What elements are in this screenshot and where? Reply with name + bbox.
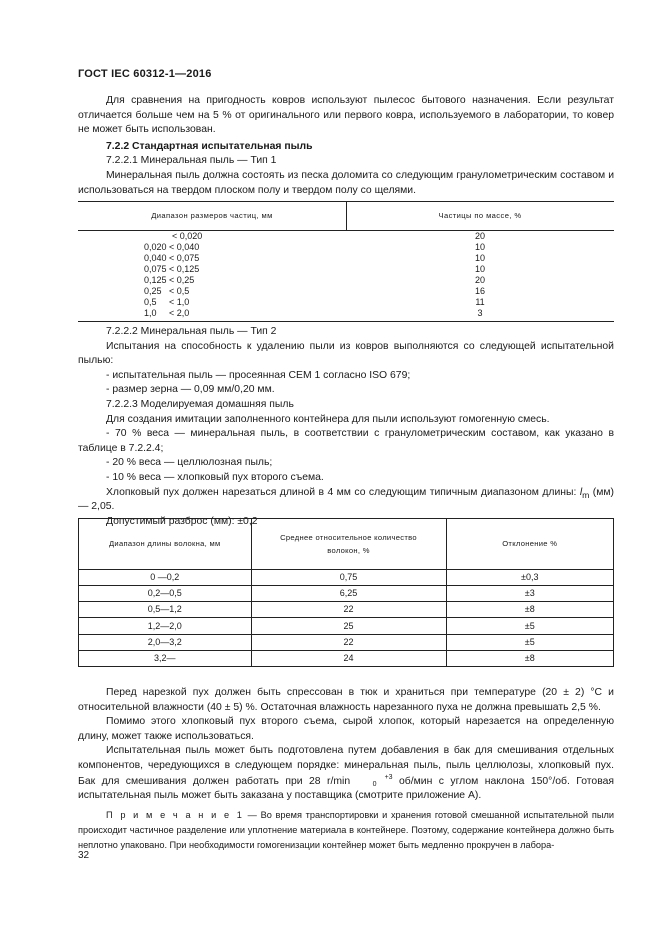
table-row [79,585,613,601]
table-cell: 6,25 [251,585,446,601]
table-cell: 22 [251,602,446,618]
page-number: 32 [78,850,90,861]
subsections-block [78,325,614,529]
other-paragraph: Помимо этого хлопковый пух второго съема, сырой хлопок, который нарезается на определенную длину, может также использоваться. [78,716,614,742]
table-cell: 1,0 < 2,0 [144,308,190,318]
table-cell: ±8 [446,602,613,618]
table1-body [78,231,614,319]
note-text: — Во время транспортировки и хранения готовой смешанной испытательной пыли происходит частичное разделение или уплотнение материала в контейнере. Поэтому, содержание контейнера должно быть неплотно упаковано. При необходимости гомогенизации контейнер может быть медленно прокручен в лабора- [78,809,614,850]
table-row [78,275,614,286]
table-cell: 3 [477,308,483,318]
table-row [78,308,614,319]
list-item: - 10 % веса — хлопковый пух второго съема. [106,471,324,483]
list-item: - 20 % веса — целлюлозная пыль; [106,457,273,469]
table-cell: 1,2—2,0 [79,618,251,634]
subsection-1-heading: 7.2.2.1 Минеральная пыль — Тип 1 [106,155,277,167]
prep-paragraph: Испытательная пыль может быть подготовлена путем добавления в бак для смешивания отдельных компонентов, чередующихся в следующем порядке: минеральная пыль, пыль целлюлозы, хлопковый пух. Бак для смешивания должен работать при 28 r/min +3 0 об/мин с углом наклона 150°/об. Готовая испытательная пыль может быть заказана у поставщика (смотрите приложение А). [78,745,615,801]
table-row [78,286,614,297]
subsection-2-text: Испытания на способность к удалению пыли из ковров выполняются со следующей испытательной пылью: [78,340,614,367]
table-row [78,253,614,264]
intro-block [78,94,614,198]
table-row [79,602,613,618]
table-cell: 11 [475,297,485,307]
table-cell: ±0,3 [446,569,613,585]
table-row [79,569,613,585]
table-row [78,242,614,253]
subsection-2-heading: 7.2.2.2 Минеральная пыль — Тип 2 [106,326,277,337]
table2-header-dev: Отклонение % [446,519,613,569]
table-cell: 3,2— [79,650,251,666]
table-row [79,618,613,634]
table-cell: 0,2—0,5 [79,585,251,601]
particle-size-table [78,201,614,322]
table-cell: 25 [251,618,446,634]
table-cell: 22 [251,634,446,650]
subsection-1-text: Минеральная пыль должна состоять из песка доломита со следующим гранулометрическим составом и использоваться на твердом плоском полу и твердом полу со щелями. [78,169,614,196]
list-item: - испытательная пыль — просеянная CEM 1 согласно ISO 679; [106,369,411,381]
table-cell: < 0,020 [172,231,203,241]
document-header: ГОСТ IEC 60312-1—2016 [78,68,212,80]
table-cell: 0,5 < 1,0 [144,297,190,307]
intro-paragraph: Для сравнения на пригодность ковров используют пылесос бытового назначения. Если результат отличается больше чем на 5 % от оригинального или первого ковра, используемого в лаборатории, то ковер не может быть использован. [78,95,614,136]
table2-header-avg: Среднее относительное количество волокон, % [251,519,446,569]
table-cell: 0,5—1,2 [79,602,251,618]
table-cell: ±5 [446,634,613,650]
table-cell: 0,25 < 0,5 [144,286,190,296]
table-cell: ±8 [446,650,613,666]
table1-header-mass: Частицы по массе, % [438,211,522,220]
table-cell: 0,075 < 0,125 [144,264,200,274]
table-cell: 10 [474,253,485,263]
table-cell: 10 [474,242,485,252]
table-cell: 0,020 < 0,040 [144,242,200,252]
subsection-3-text: Для создания имитации заполненного контейнера для пыли используют гомогенную смесь. [106,413,550,425]
table-cell: ±3 [446,585,613,601]
fiber-length-table [78,518,614,667]
table-cell: 16 [474,286,485,296]
table-cell: 0,125 < 0,25 [144,275,195,285]
table-cell: 0 —0,2 [79,569,251,585]
table-cell: 2,0—3,2 [79,634,251,650]
table-cell: ±5 [446,618,613,634]
table-cell: 10 [474,264,485,274]
table-cell: 0,75 [251,569,446,585]
table-cell: 20 [474,231,485,241]
table2-header-range: Диапазон длины волокна, мм [79,519,251,569]
table-row [79,650,613,666]
press-paragraph: Перед нарезкой пух должен быть спрессован в тюк и храниться при температуре (20 ± 2) °С и относительной влажности (40 ± 5) %. Остаточная влажность нарезанного пуха не должна превышать 2,5 %. [78,687,614,713]
table-cell: 24 [251,650,446,666]
table-row [78,264,614,275]
closing-block [78,686,614,853]
table-cell: 0,040 < 0,075 [144,253,200,263]
subsection-3-heading: 7.2.2.3 Моделируемая домашняя пыль [106,398,294,410]
tolerance-text: Допустимый разброс (мм): ±0,2 [106,515,258,527]
note-label: П р и м е ч а н и е 1 [106,809,244,820]
table-row [78,297,614,308]
table-header-row [79,519,613,569]
cotton-paragraph: Хлопковый пух должен нарезаться длиной в 4 мм со следующим типичным диапазоном длины: $l_m$ (мм) — 2,05. [78,486,614,513]
table-row [79,634,613,650]
list-item: - 70 % веса — минеральная пыль, в соответствии с гранулометрическим составом, как указано в таблице в 7.2.2.4; [78,428,614,454]
section-heading: 7.2.2 Стандартная испытательная пыль [106,140,313,152]
table-cell: 20 [474,275,485,285]
list-item: - размер зерна — 0,09 мм/0,20 мм. [106,384,275,396]
table-row [78,231,614,242]
note-paragraph [78,808,614,853]
table1-header-range: Диапазон размеров частиц, мм [151,211,273,220]
